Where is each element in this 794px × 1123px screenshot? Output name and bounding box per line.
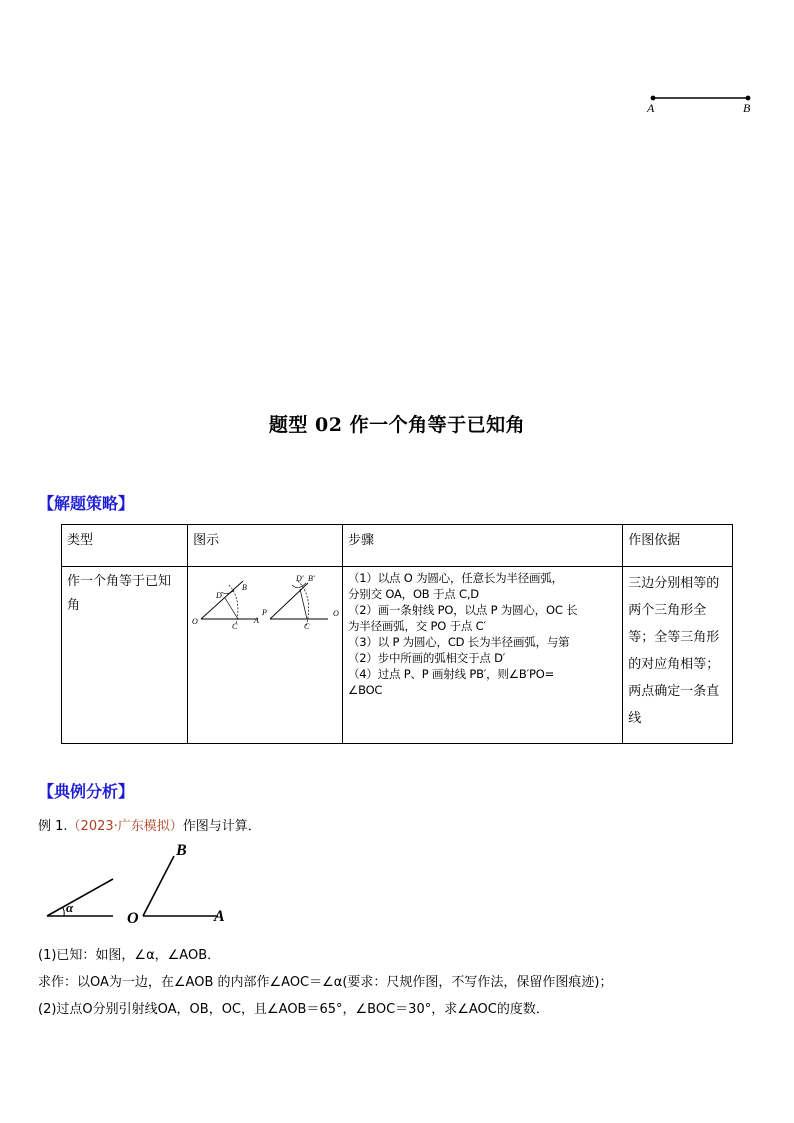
fig-label-a: A — [254, 616, 260, 625]
example-intro — [38, 815, 261, 834]
fig-label-c2: C — [304, 622, 310, 631]
step-line: ∠BOC — [347, 683, 383, 697]
example-heading: 【典例分析】 — [38, 782, 135, 801]
table-header-row — [62, 525, 733, 567]
point-a — [651, 96, 656, 101]
strategy-table — [61, 524, 733, 744]
question-1-task: 求作：以OA为一边，在∠AOB 的内部作∠AOC＝∠α(要求：尺规作图，不写作法，保留作图痕迹)； — [38, 975, 613, 990]
example-prefix: 例 1. — [38, 819, 68, 834]
step-line: 为半径画弧，交 PO 于点 C′ — [347, 619, 486, 633]
example-label-alpha: α — [66, 900, 74, 915]
header-steps: 步骤 — [342, 525, 622, 567]
example-label-a: A — [214, 908, 225, 925]
example-label-o: O — [127, 910, 139, 927]
step-line: （1）以点 O 为圆心，任意长为半径画弧， — [347, 571, 563, 585]
question-1: (1)已知：如图，∠α，∠AOB． — [38, 948, 221, 963]
fig-label-o2: O — [333, 609, 339, 618]
step-line: （4）过点 P、P 画射线 PB′，则∠B′PO= — [347, 667, 555, 681]
example-intro-text: 作图与计算． — [182, 819, 261, 834]
cell-steps — [342, 567, 622, 744]
question-2: (2)过点O分别引射线OA，OB，OC，且∠AOB＝65°，∠BOC＝30°，求∠AOC的度数． — [38, 1002, 549, 1017]
header-basis: 作图依据 — [623, 525, 733, 567]
construction-figure — [188, 567, 339, 677]
fig-label-d: D — [216, 591, 222, 600]
step-line: 分别交 OA，OB 于点 C,D — [347, 587, 479, 601]
example-source: （2023·广东模拟） — [67, 819, 183, 834]
fig-label-b-prime: B′ — [308, 574, 315, 583]
step-line: （3）以 P 为圆心，CD 长为半径画弧，与第 — [347, 635, 570, 649]
cell-basis: 三边分别相等的两个三角形全等；全等三角形的对应角相等；两点确定一条直线 — [623, 567, 733, 744]
cell-figure — [188, 567, 343, 744]
step-line: （2）步中所画的弧相交于点 D′ — [347, 651, 506, 665]
fig-label-o: O — [192, 617, 198, 626]
example-label-b: B — [176, 842, 187, 859]
fig-label-p: P — [262, 608, 268, 617]
point-b — [746, 96, 751, 101]
label-b: B — [743, 101, 751, 115]
segment-ab-figure — [640, 90, 760, 120]
cell-type: 作一个角等于已知角 — [62, 567, 188, 744]
fig-label-c: C — [232, 622, 238, 631]
section-title: 题型 02 作一个角等于已知角 — [268, 414, 526, 436]
step-line: （2）画一条射线 PO，以点 P 为圆心，OC 长 — [347, 603, 578, 617]
label-a: A — [647, 101, 655, 115]
fig-label-d-prime: D′ — [296, 574, 304, 583]
fig-label-b: B — [242, 583, 248, 592]
strategy-heading: 【解题策略】 — [38, 494, 135, 513]
table-row — [62, 567, 733, 744]
header-figure: 图示 — [188, 525, 343, 567]
header-type: 类型 — [62, 525, 188, 567]
